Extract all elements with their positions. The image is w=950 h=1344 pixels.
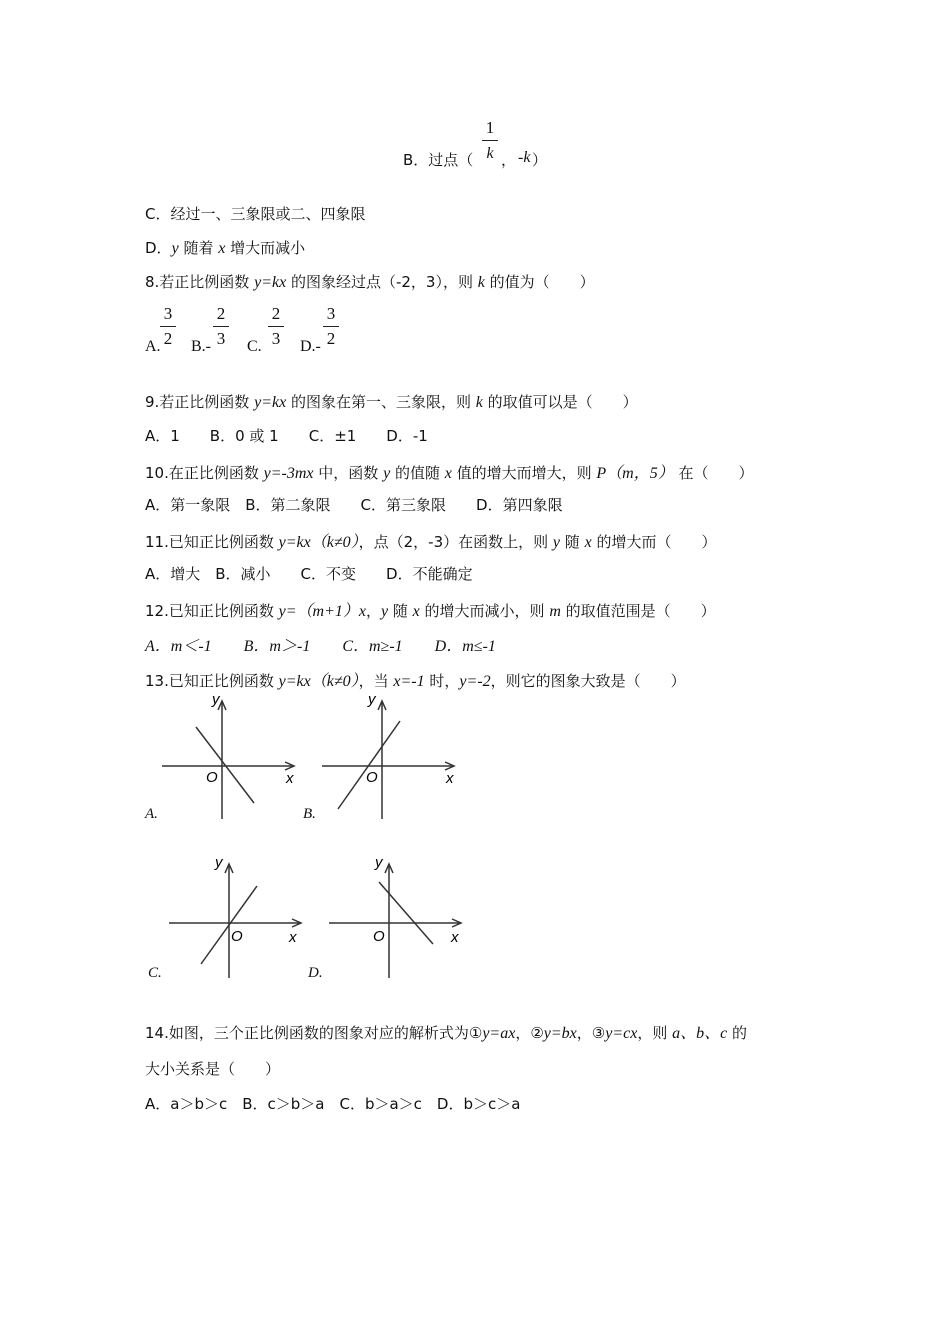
q10-stem <box>145 460 754 483</box>
x-label: x <box>451 929 459 946</box>
frac-den: 3 <box>216 329 226 348</box>
q13-graph-b-label: B. <box>303 806 316 822</box>
func: y=kx <box>254 274 287 291</box>
func: y=（m+1）x <box>278 603 366 620</box>
q9-options: A．1 B．0 或 1 C．±1 D．-1 <box>145 427 428 445</box>
x-label: x <box>446 770 454 787</box>
frac-bar <box>213 326 229 327</box>
text: ，当 <box>358 672 394 690</box>
q13-stem <box>145 668 686 691</box>
q11-stem <box>145 529 716 552</box>
var-y: y <box>171 240 179 257</box>
cond-y: y=-2 <box>459 673 491 690</box>
frac-den: 2 <box>326 329 336 348</box>
var-k: k <box>477 274 485 291</box>
frac-bar <box>268 326 284 327</box>
func-1: y=ax <box>482 1025 516 1042</box>
text: 随 <box>388 602 413 620</box>
q8-option-c-label: C. <box>247 338 262 355</box>
graph-line <box>338 721 400 809</box>
text: 的图象经过点（-2，3），则 <box>286 273 478 291</box>
func-3: y=cx <box>605 1025 638 1042</box>
text: 时， <box>424 672 460 690</box>
q11-options: A．增大 B．减小 C．不变 D．不能确定 <box>145 565 473 583</box>
q13-graph-c <box>165 852 305 980</box>
origin-label: O <box>373 928 385 945</box>
var-y: y <box>381 603 389 620</box>
var-y: y <box>383 465 391 482</box>
text: 14.如图，三个正比例函数的图象对应的解析式为① <box>145 1024 483 1042</box>
text: 8.若正比例函数 <box>145 273 255 291</box>
text: 的增大而减小，则 <box>419 602 550 620</box>
var-x: x <box>218 240 226 257</box>
text: 随着 <box>178 239 219 257</box>
text: 的取值范围是（ ） <box>560 602 716 620</box>
frac-num: 3 <box>326 304 336 323</box>
origin-label: O <box>366 769 378 786</box>
q8-option-a-label: A. <box>145 338 161 355</box>
q13-graph-d <box>325 852 465 980</box>
text: 10.在正比例函数 <box>145 464 264 482</box>
frac-num: 3 <box>163 304 173 323</box>
text: 值的增大而增大，则 <box>451 464 597 482</box>
point-p: P（m，5） <box>596 465 674 482</box>
frac-den: 3 <box>271 329 281 348</box>
q8-option-a-frac <box>160 304 176 349</box>
q8-option-d-label: D.- <box>300 338 321 355</box>
text: ，③ <box>576 1024 606 1042</box>
var-x: x <box>444 465 452 482</box>
origin-label: O <box>231 928 243 945</box>
frac-den: k <box>486 145 494 162</box>
text: 的图象在第一、三象限，则 <box>286 393 476 411</box>
y-label: y <box>375 854 383 871</box>
var-k: k <box>475 394 483 411</box>
var-m: m <box>549 603 561 620</box>
q14-stem <box>145 1020 747 1043</box>
q8-stem <box>145 271 595 292</box>
text: 增大而减小 <box>225 239 306 257</box>
func-2: y=bx <box>543 1025 577 1042</box>
q14-options: A．a＞b＞c B．c＞b＞a C．b＞a＞c D．b＞c＞a <box>145 1095 521 1113</box>
text: ，② <box>515 1024 544 1042</box>
q13-graph-c-label: C. <box>148 965 162 981</box>
frac-bar <box>482 140 498 141</box>
text: 的值为（ ） <box>484 273 595 291</box>
text: ，点（2，-3）在函数上，则 <box>358 533 553 551</box>
text: 在（ ） <box>673 464 754 482</box>
x-label: x <box>286 770 294 787</box>
q13-graph-d-label: D. <box>308 965 323 981</box>
q12-options: A．m＜-1 B．m＞-1 C．m≥-1 D．m≤-1 <box>145 638 496 655</box>
frac-num: 2 <box>216 304 226 323</box>
frac-bar <box>160 326 176 327</box>
q7-optb-sep: ， <box>501 151 517 169</box>
q7-optb-fraction <box>482 118 498 163</box>
q7-optb-close: ） <box>532 151 548 169</box>
func: y=kx <box>254 394 287 411</box>
q10-options: A．第一象限 B．第二象限 C．第三象限 D．第四象限 <box>145 496 563 514</box>
text: ，则 <box>637 1024 673 1042</box>
q13-graph-b <box>318 693 458 821</box>
frac-bar <box>323 326 339 327</box>
origin-label: O <box>206 769 218 786</box>
q8-option-b-frac <box>213 304 229 349</box>
text: ，则它的图象大致是（ ） <box>490 672 686 690</box>
text: 12.已知正比例函数 <box>145 602 279 620</box>
y-label: y <box>368 693 376 708</box>
text: 的 <box>727 1024 747 1042</box>
text: 的取值可以是（ ） <box>482 393 638 411</box>
q13-graph-a <box>158 693 298 821</box>
text: 中，函数 <box>313 464 384 482</box>
q7-option-d <box>145 237 305 258</box>
func: y=-3mx <box>263 465 314 482</box>
text: 的增大而（ ） <box>591 533 717 551</box>
graph-line <box>379 882 433 944</box>
x-label: x <box>289 929 297 946</box>
var-x: x <box>584 534 592 551</box>
frac-num: 1 <box>485 118 495 137</box>
q8-option-d-frac <box>323 304 339 349</box>
y-label: y <box>212 693 220 708</box>
text: 11.已知正比例函数 <box>145 533 279 551</box>
text: 的值随 <box>390 464 445 482</box>
vars: a、b、c <box>672 1025 728 1042</box>
text: 随 <box>560 533 585 551</box>
q7-optb-val: -k <box>518 149 531 166</box>
var-y: y <box>552 534 561 551</box>
y-label: y <box>215 854 223 871</box>
frac-den: 2 <box>163 329 173 348</box>
q14-stem-line2: 大小关系是（ ） <box>145 1060 281 1078</box>
q9-stem <box>145 391 638 412</box>
frac-num: 2 <box>271 304 281 323</box>
q7-option-c: C．经过一、三象限或二、四象限 <box>145 205 366 223</box>
text: 13.已知正比例函数 <box>145 672 279 690</box>
graph-line <box>196 727 254 803</box>
text: ， <box>365 602 381 620</box>
func: y=kx（k≠0） <box>278 534 359 551</box>
q8-option-c-frac <box>268 304 284 349</box>
q12-stem <box>145 598 716 621</box>
var-x: x <box>412 603 420 620</box>
q13-graph-a-label: A. <box>145 806 158 822</box>
q8-option-b-label: B.- <box>191 338 211 355</box>
text: 9.若正比例函数 <box>145 393 255 411</box>
q7-optb-prefix: B．过点（ <box>403 151 474 169</box>
func: y=kx（k≠0） <box>278 673 359 690</box>
text: D． <box>145 239 172 257</box>
cond-x: x=-1 <box>393 673 425 690</box>
